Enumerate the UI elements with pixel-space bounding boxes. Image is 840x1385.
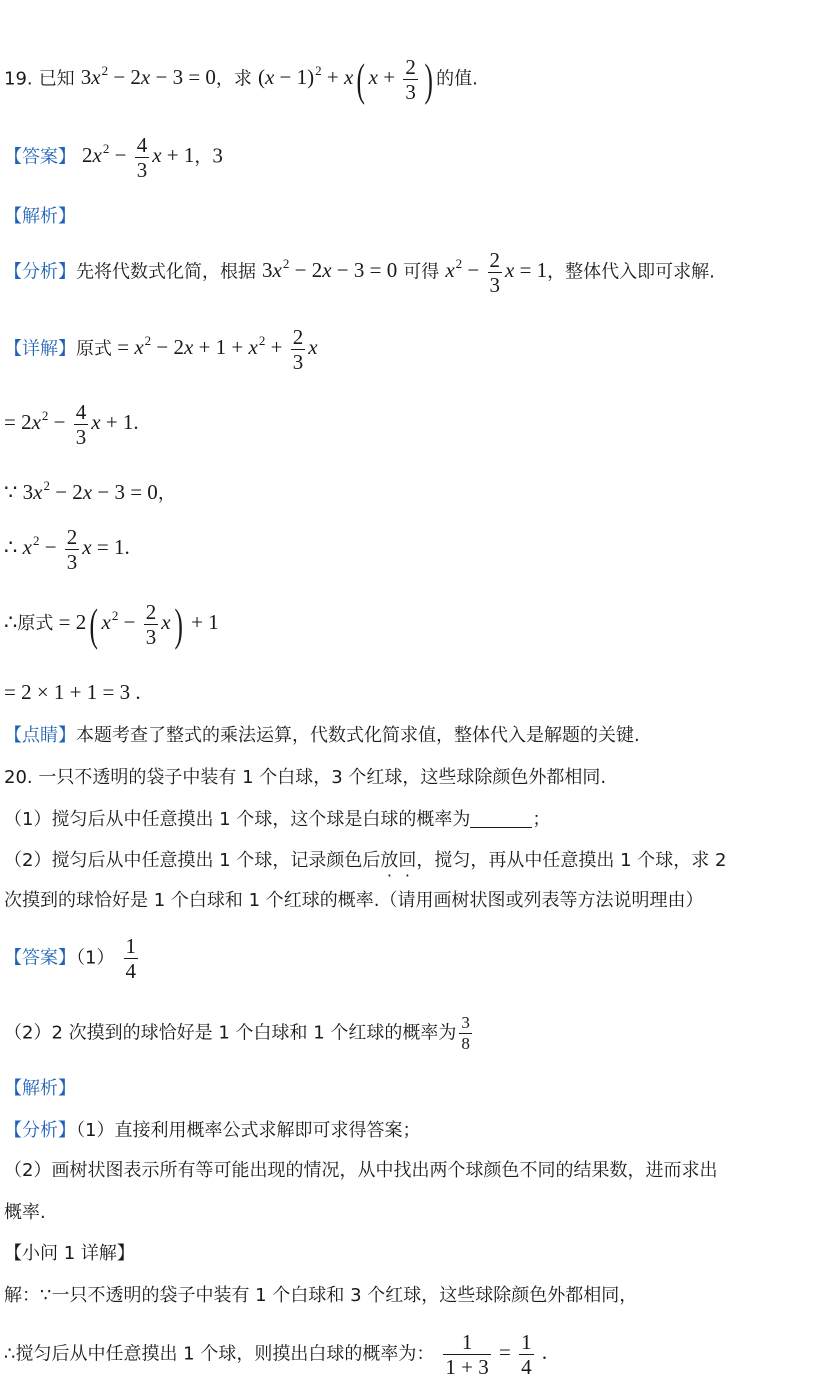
detail19-eq6: = 2 × 1 + 1 = 3 . [4,680,141,704]
detail19-text: 原式 [76,338,112,360]
analysis20-line2: （2）画树状图表示所有等可能出现的情况，从中找出两个球颜色不同的结果数，进而求出 [4,1160,718,1181]
analysis19-text-c: ，整体代入即可求解. [547,261,715,283]
dianjing19-text: 本题考查了整式的乘法运算，代数式化简求值，整体代入是解题的关键. [76,725,640,746]
solution-line2-row [4,1330,547,1379]
solution-line2: ∴搅匀后从中任意摸出 1 个球，则摸出白球的概率为： [4,1343,435,1365]
q19-equation: $3x^2 - 2x - 3 = 0$ [80,63,216,90]
parse20-line [4,1074,76,1100]
q20-part2-line1 [4,846,726,872]
answer20-line2 [4,1013,475,1054]
q19-number: 19. [4,68,33,90]
q20-part1: （1）搅匀后从中任意摸出 1 个球，这个球是白球的概率为 [4,809,471,830]
detail19-line5 [4,600,219,649]
analysis19-tag: 【分析】 [4,261,76,283]
answer20-tag: 【答案】 [4,947,76,969]
dianjing19-line [4,721,640,747]
analysis20-line3: 概率. [4,1202,46,1223]
q20-part2-line2: 次摸到的球恰好是 1 个白球和 1 个红球的概率.（请用画树状图或列表等方法说明理由） [4,890,704,911]
q20-title: 20. 一只不透明的袋子中装有 1 个白球，3 个红球，这些球除颜色外都相同. [4,767,607,788]
analysis19-text-b: 可得 [403,261,440,283]
analysis20-tag: 【分析】 [4,1120,76,1141]
detail19-line1 [4,325,318,374]
detail19-eq2: = $2x^2$ − $\frac{4}{3}$ x + 1. [4,400,139,449]
q19-expression: $(x - 1)^2 + x$( x + $\frac{2}{3}$ ) [257,53,433,105]
detail19-eq5: ∴原式 = 2( $x^2$ − $\frac{2}{3}$ x) + 1 [4,598,219,650]
analysis20-text1: （1）直接利用概率公式求解即可求得答案； [76,1120,421,1141]
q20-part1-line [4,805,550,831]
answer19-expr: $2x^2$ − $\frac{4}{3}$ x + 1 [82,133,195,182]
q20-part2-b: ，搅匀，再从中任意摸出 1 个球，求 2 [416,850,727,871]
q20-part2-dotted2: 回 [398,850,417,871]
solution-line1: 解：∵一只不透明的袋子中装有 1 个白球和 3 个红球，这些球除颜色外都相同， [4,1285,638,1306]
detail19-eq4: ∴ $x^2$ − $\frac{2}{3}$ x = 1. [4,525,130,574]
answer19-line: 【答案】 $2x^2$ − $\frac{4}{3}$ x + 1，3 [4,133,223,182]
q20-part1-end: ； [532,809,551,830]
q19-line [4,55,478,104]
dianjing19-tag: 【点睛】 [4,725,76,746]
detail19-eq1: = $x^2 - 2x + 1 + x^2$ + $\frac{2}{3}$ x [112,325,318,374]
answer20-part2: （2）2 次摸到的球恰好是 1 个白球和 1 个红球的概率为 [4,1022,457,1044]
detail19-line3: ∵ $3x^2 - 2x - 3 = 0$， [4,478,176,504]
q19-intro: 已知 [38,68,75,90]
detail19-tag: 【详解】 [4,338,76,360]
analysis19-eq2: $x^2$ − $\frac{2}{3}$ x = 1 [445,248,548,297]
answer19-value: 3 [212,143,223,168]
sub1-tag: 【小问 1 详解】 [4,1243,135,1264]
detail19-eq3: ∵ $3x^2 - 2x - 3 = 0$ [4,478,158,504]
analysis20-line1 [4,1116,420,1142]
answer20-frac1: $\frac{1}{4}$ [125,934,136,983]
q20-part2-dotted1: 放 [380,850,399,871]
parse19-tag: 【解析】 [4,206,76,227]
detail19-line2 [4,400,139,449]
parse19-line [4,202,76,228]
analysis19-text-a: 先将代数式化简，根据 [76,261,256,283]
analysis19-eq1: $3x^2 - 2x - 3 = 0$ [262,256,398,283]
detail19-line6 [4,680,141,705]
answer20-part1: （1） [76,947,115,969]
answer19-tag: 【答案】 [4,146,76,168]
parse20-tag: 【解析】 [4,1078,76,1099]
q20-part2-a: （2）搅匀后从中任意摸出 1 个球，记录颜色后 [4,850,381,871]
analysis19-line [4,248,715,297]
solution-prob-expr: $\frac{1}{1 + 3}$ = $\frac{1}{4}$ . [445,1330,548,1379]
detail19-line4 [4,525,130,574]
q19-comma: ，求 [215,68,252,90]
q20-part1-blank [470,809,532,828]
answer20-frac2: $\frac{3}{8}$ [461,1013,470,1053]
q19-tail: 的值. [436,68,478,90]
answer20-line1 [4,934,141,983]
